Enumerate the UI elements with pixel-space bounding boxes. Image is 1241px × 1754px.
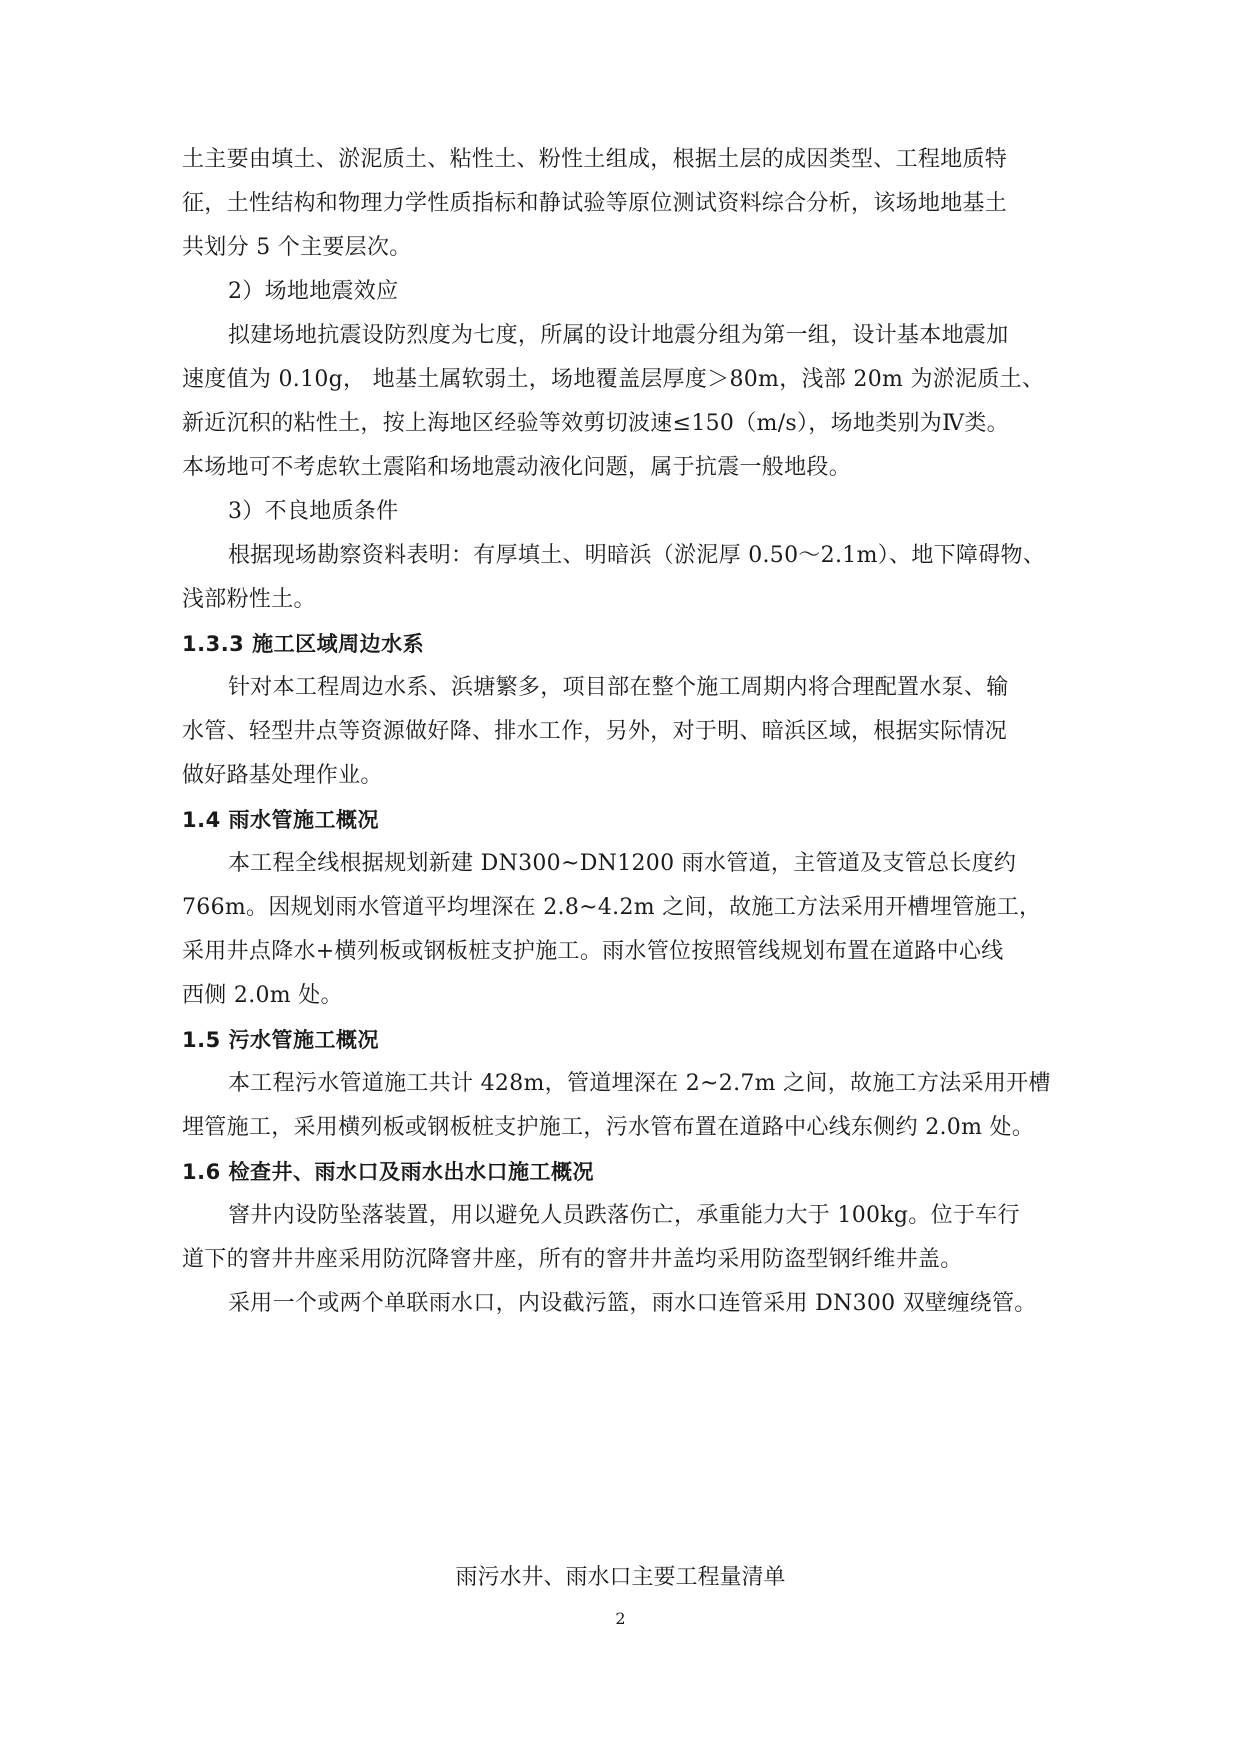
section-heading: 1.6 检查井、雨水口及雨水出水口施工概况 — [182, 1160, 595, 1184]
text-line: 3）不良地质条件 — [228, 499, 399, 524]
document-body — [182, 145, 1090, 1333]
text-line: 本场地可不考虑软土震陷和场地震动液化问题，属于抗震一般地段。 — [182, 455, 852, 480]
text-line: 本工程全线根据规划新建 DN300~DN1200 雨水管道，主管道及支管总长度约 — [228, 851, 1017, 876]
text-line: 新近沉积的粘性土，按上海地区经验等效剪切波速≤150（m/s），场地类别为Ⅳ类。 — [182, 411, 1009, 436]
text-line: 本工程污水管道施工共计 428m，管道埋深在 2~2.7m 之间，故施工方法采用开槽 — [228, 1071, 1051, 1096]
text-line: 做好路基处理作业。 — [182, 763, 383, 788]
text-line: 道下的窨井井座采用防沉降窨井座，所有的窨井井盖均采用防盗型钢纤维井盖。 — [182, 1247, 963, 1272]
text-line: 速度值为 0.10g， 地基土属软弱土，场地覆盖层厚度＞80m，浅部 20m 为淤泥质土、 — [182, 367, 1045, 392]
text-line: 水管、轻型井点等资源做好降、排水工作，另外，对于明、暗浜区域，根据实际情况 — [182, 719, 1008, 744]
text-line: 共划分 5 个主要层次。 — [182, 235, 412, 260]
text-line: 西侧 2.0m 处。 — [182, 983, 343, 1008]
text-line: 征，土性结构和物理力学性质指标和静试验等原位测试资料综合分析，该场地地基土 — [182, 191, 1008, 216]
page-number: 2 — [615, 1609, 626, 1628]
section-heading: 1.4 雨水管施工概况 — [182, 808, 380, 832]
text-line: 采用一个或两个单联雨水口，内设截污篮，雨水口连管采用 DN300 双壁缠绕管。 — [228, 1291, 1037, 1316]
section-heading: 1.5 污水管施工概况 — [182, 1028, 380, 1052]
section-heading: 1.3.3 施工区域周边水系 — [182, 632, 425, 656]
text-line: 针对本工程周边水系、浜塘繁多，项目部在整个施工周期内将合理配置水泵、输 — [228, 675, 1009, 700]
text-line: 浅部粉性土。 — [182, 587, 316, 612]
text-line: 拟建场地抗震设防烈度为七度，所属的设计地震分组为第一组，设计基本地震加 — [228, 323, 1009, 348]
table-caption: 雨污水井、雨水口主要工程量清单 — [455, 1565, 786, 1590]
text-line: 窨井内设防坠落装置，用以避免人员跌落伤亡，承重能力大于 100kg。位于车行 — [228, 1203, 1020, 1228]
text-line: 埋管施工，采用横列板或钢板桩支护施工，污水管布置在道路中心线东侧约 2.0m 处。 — [182, 1115, 1035, 1140]
text-line: 2）场地地震效应 — [228, 279, 399, 304]
text-line: 土主要由填土、淤泥质土、粘性土、粉性土组成，根据土层的成因类型、工程地质特 — [182, 147, 1008, 172]
text-line: 根据现场勘察资料表明：有厚填土、明暗浜（淤泥厚 0.50～2.1m）、地下障碍物、 — [228, 543, 1046, 568]
text-line: 采用井点降水+横列板或钢板桩支护施工。雨水管位按照管线规划布置在道路中心线 — [182, 939, 1004, 964]
text-line: 766m。因规划雨水管道平均埋深在 2.8~4.2m 之间，故施工方法采用开槽埋管施工， — [182, 895, 1042, 920]
